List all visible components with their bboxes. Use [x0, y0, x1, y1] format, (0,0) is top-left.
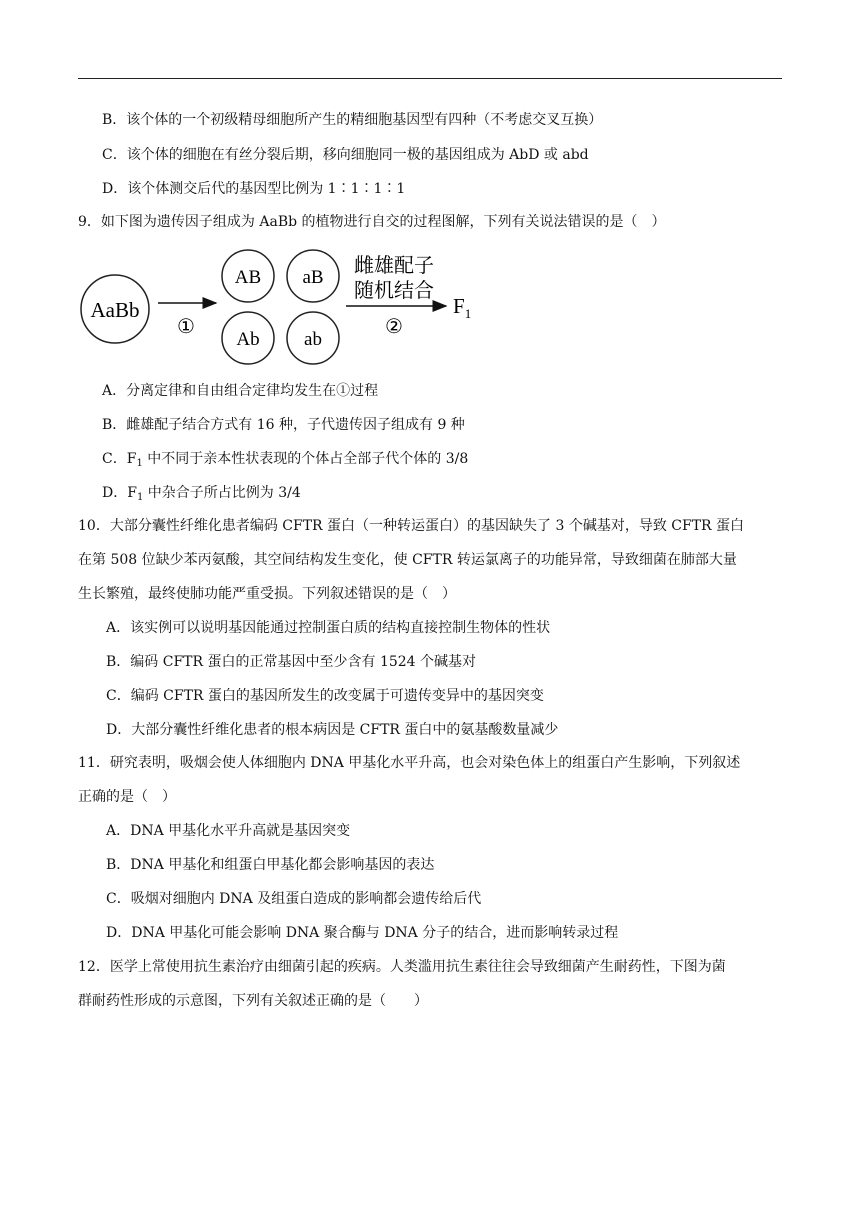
q11-stem-line-1: 11．研究表明，吸烟会使人体细胞内 DNA 甲基化水平升高，也会对染色体上的组蛋白产生影响，下列叙述 — [78, 755, 741, 771]
q9-option-d: D．$F_1$ 中杂合子所占比例为 3/4 — [102, 485, 301, 503]
q10-option-d: D．大部分囊性纤维化患者的根本病因是 CFTR 蛋白中的氨基酸数量减少 — [106, 722, 559, 738]
q9-option-b: B．雌雄配子结合方式有 16 种，子代遗传因子组成有 9 种 — [102, 417, 465, 433]
q9-stem: 9．如下图为遗传因子组成为 AaBb 的植物进行自交的过程图解，下列有关说法错误的是（ ） — [78, 214, 666, 230]
q11-option-a: A．DNA 甲基化水平升高就是基因突变 — [106, 823, 351, 839]
q9-diagram — [76, 244, 496, 374]
q12-stem-line-1: 12．医学上常使用抗生素治疗由细菌引起的疾病。人类滥用抗生素往往会导致细菌产生耐药性，下图为菌 — [78, 959, 726, 975]
q10-option-b: B．编码 CFTR 蛋白的正常基因中至少含有 1524 个碱基对 — [106, 654, 477, 670]
q8-option-c: C．该个体的细胞在有丝分裂后期，移向细胞同一极的基因组成为 AbD 或 abd — [102, 147, 589, 163]
q9-option-c: C．$F_1$ 中不同于亲本性状表现的个体占全部子代个体的 3/8 — [102, 451, 469, 469]
q8-option-b: B．该个体的一个初级精母细胞所产生的精细胞基因型有四种（不考虑交叉互换） — [102, 112, 603, 128]
parent-label: AaBb — [90, 298, 140, 322]
q11-stem-line-2: 正确的是（ ） — [78, 789, 176, 805]
step-1-label: ① — [177, 314, 195, 338]
header-rule — [78, 78, 782, 79]
q10-stem-line-2: 在第 508 位缺少苯丙氨酸，其空间结构发生变化，使 CFTR 转运氯离子的功能异常，导致细菌在肺部大量 — [78, 552, 737, 568]
q10-stem-line-1: 10．大部分囊性纤维化患者编码 CFTR 蛋白（一种转运蛋白）的基因缺失了 3 个碱基对，导致 CFTR 蛋白 — [78, 518, 745, 534]
q9-option-a: A．分离定律和自由组合定律均发生在①过程 — [102, 383, 379, 399]
gamete-label-3: Ab — [236, 329, 260, 350]
q10-stem-line-3: 生长繁殖，最终使肺功能严重受损。下列叙述错误的是（ ） — [78, 586, 456, 602]
step-2-label: ② — [385, 314, 403, 338]
gamete-label-1: AB — [234, 267, 262, 288]
q10-option-c: C．编码 CFTR 蛋白的基因所发生的改变属于可遗传变异中的基因突变 — [106, 688, 544, 704]
q11-option-c: C．吸烟对细胞内 DNA 及组蛋白造成的影响都会遗传给后代 — [106, 891, 482, 907]
f1-label: $F_1$ — [453, 294, 472, 321]
q10-option-a: A．该实例可以说明基因能通过控制蛋白质的结构直接控制生物体的性状 — [106, 620, 551, 636]
gamete-label-4: ab — [304, 329, 322, 350]
q11-option-d: D．DNA 甲基化可能会影响 DNA 聚合酶与 DNA 分子的结合，进而影响转录过程 — [106, 925, 619, 941]
gamete-label-2: aB — [302, 267, 324, 288]
random-fertilization-label-2: 随机结合 — [354, 278, 434, 302]
q8-option-d: D．该个体测交后代的基因型比例为 1∶1∶1∶1 — [102, 181, 406, 197]
random-fertilization-label-1: 雌雄配子 — [354, 253, 434, 277]
q11-option-b: B．DNA 甲基化和组蛋白甲基化都会影响基因的表达 — [106, 857, 435, 873]
q12-stem-line-2: 群耐药性形成的示意图，下列有关叙述正确的是（ ） — [78, 993, 428, 1009]
